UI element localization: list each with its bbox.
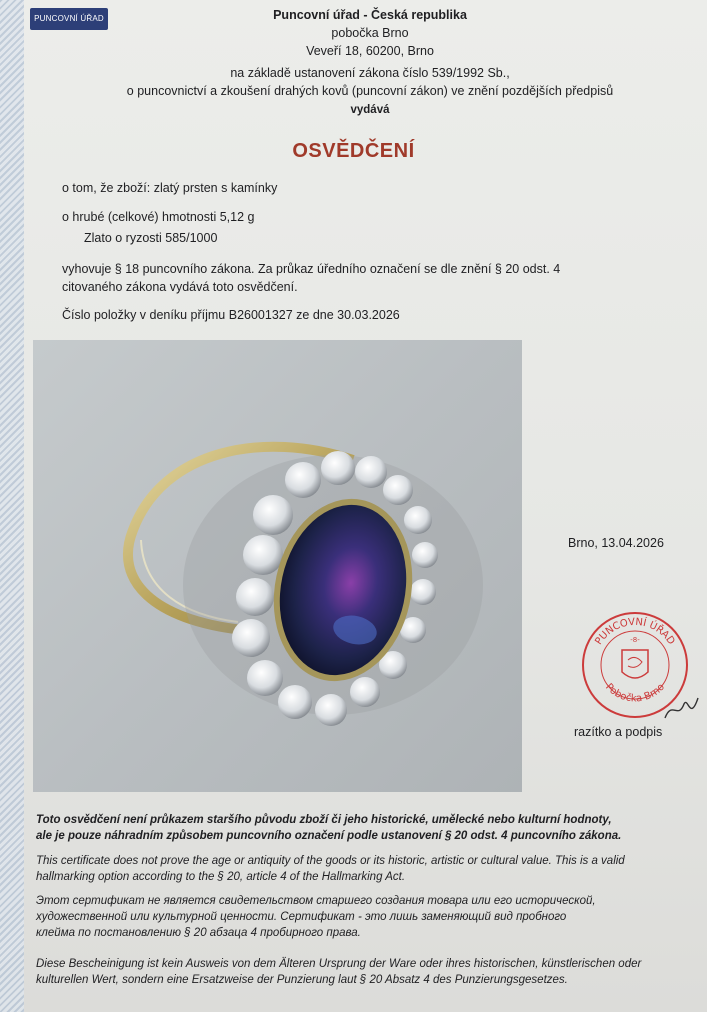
header-address: Veveří 18, 60200, Brno [306, 44, 434, 58]
compliance-line-1: vyhovuje § 18 puncovního zákona. Za průkaz úředního označení se dle znění § 20 odst. 4 [62, 262, 561, 276]
header-law-name: o puncovnictví a zkoušení drahých kovů (puncovní zákon) ve znění pozdějších předpisů [126, 84, 614, 98]
gross-weight: o hrubé (celkové) hmotnosti 5,12 g [62, 210, 255, 224]
coat-of-arms-icon [622, 650, 648, 678]
stamp-top-text: PUNCOVNÍ ÚŘAD [593, 616, 677, 647]
office-logo: PUNCOVNÍ ÚŘAD [30, 8, 108, 30]
gold-fineness: Zlato o ryzosti 585/1000 [84, 231, 218, 245]
header-office: Puncovní úřad - Česká republika [273, 8, 467, 22]
goods-description: o tom, že zboží: zlatý prsten s kamínky [62, 181, 278, 195]
ring-illustration [33, 340, 522, 792]
header-branch: pobočka Brno [331, 26, 409, 40]
disclaimer-cz-1: Toto osvědčení není průkazem staršího původu zboží či jeho historické, umělecké nebo kulturní hodnoty, [36, 814, 612, 826]
stamp-number: -8- [630, 636, 640, 644]
stamp-bottom-text: Pobočka Brno [603, 681, 667, 705]
disclaimer-en-2: hallmarking option according to the § 20, article 4 of the Hallmarking Act. [36, 871, 406, 883]
signature-label: razítko a podpis [574, 725, 663, 739]
disclaimer-ru-3: клейма по постановлению § 20 абзаца 4 пробирного права. [36, 927, 361, 939]
place-date: Brno, 13.04.2026 [568, 536, 664, 550]
disclaimer-de-2: kulturellen Wert, sondern eine Ersatzweise der Punzierung laut § 20 Absatz 4 des Punzierungsgesetzes. [36, 974, 568, 986]
ring-photo [33, 340, 522, 792]
disclaimer-en-1: This certificate does not prove the age or antiquity of the goods or its historic, artistic or cultural value. This is a valid [36, 855, 625, 867]
disclaimer-cz-2: ale je pouze náhradním způsobem puncovního označení podle ustanovení § 20 odst. 4 puncovního zákona. [36, 830, 622, 842]
header-issues: vydává [350, 104, 390, 116]
signature-mark [660, 690, 705, 730]
registry-number: Číslo položky v deníku příjmu B26001327 ze dne 30.03.2026 [62, 308, 400, 322]
disclaimer-ru-1: Этот сертификат не является свидетельством старшего создания товара или его исторической, [36, 895, 596, 907]
disclaimer-de-1: Diese Bescheinigung ist kein Ausweis von dem Älteren Ursprung der Ware oder ihres historischen, künstlerischen oder [36, 958, 642, 970]
header-law: na základě ustanovení zákona číslo 539/1992 Sb., [230, 66, 510, 80]
certificate-title: OSVĚDČENÍ [292, 140, 415, 162]
disclaimer-ru-2: художественной или культурной ценности. Сертификат - это лишь заменяющий вид пробного [36, 911, 567, 923]
compliance-line-2: citovaného zákona vydává toto osvědčení. [62, 280, 298, 294]
